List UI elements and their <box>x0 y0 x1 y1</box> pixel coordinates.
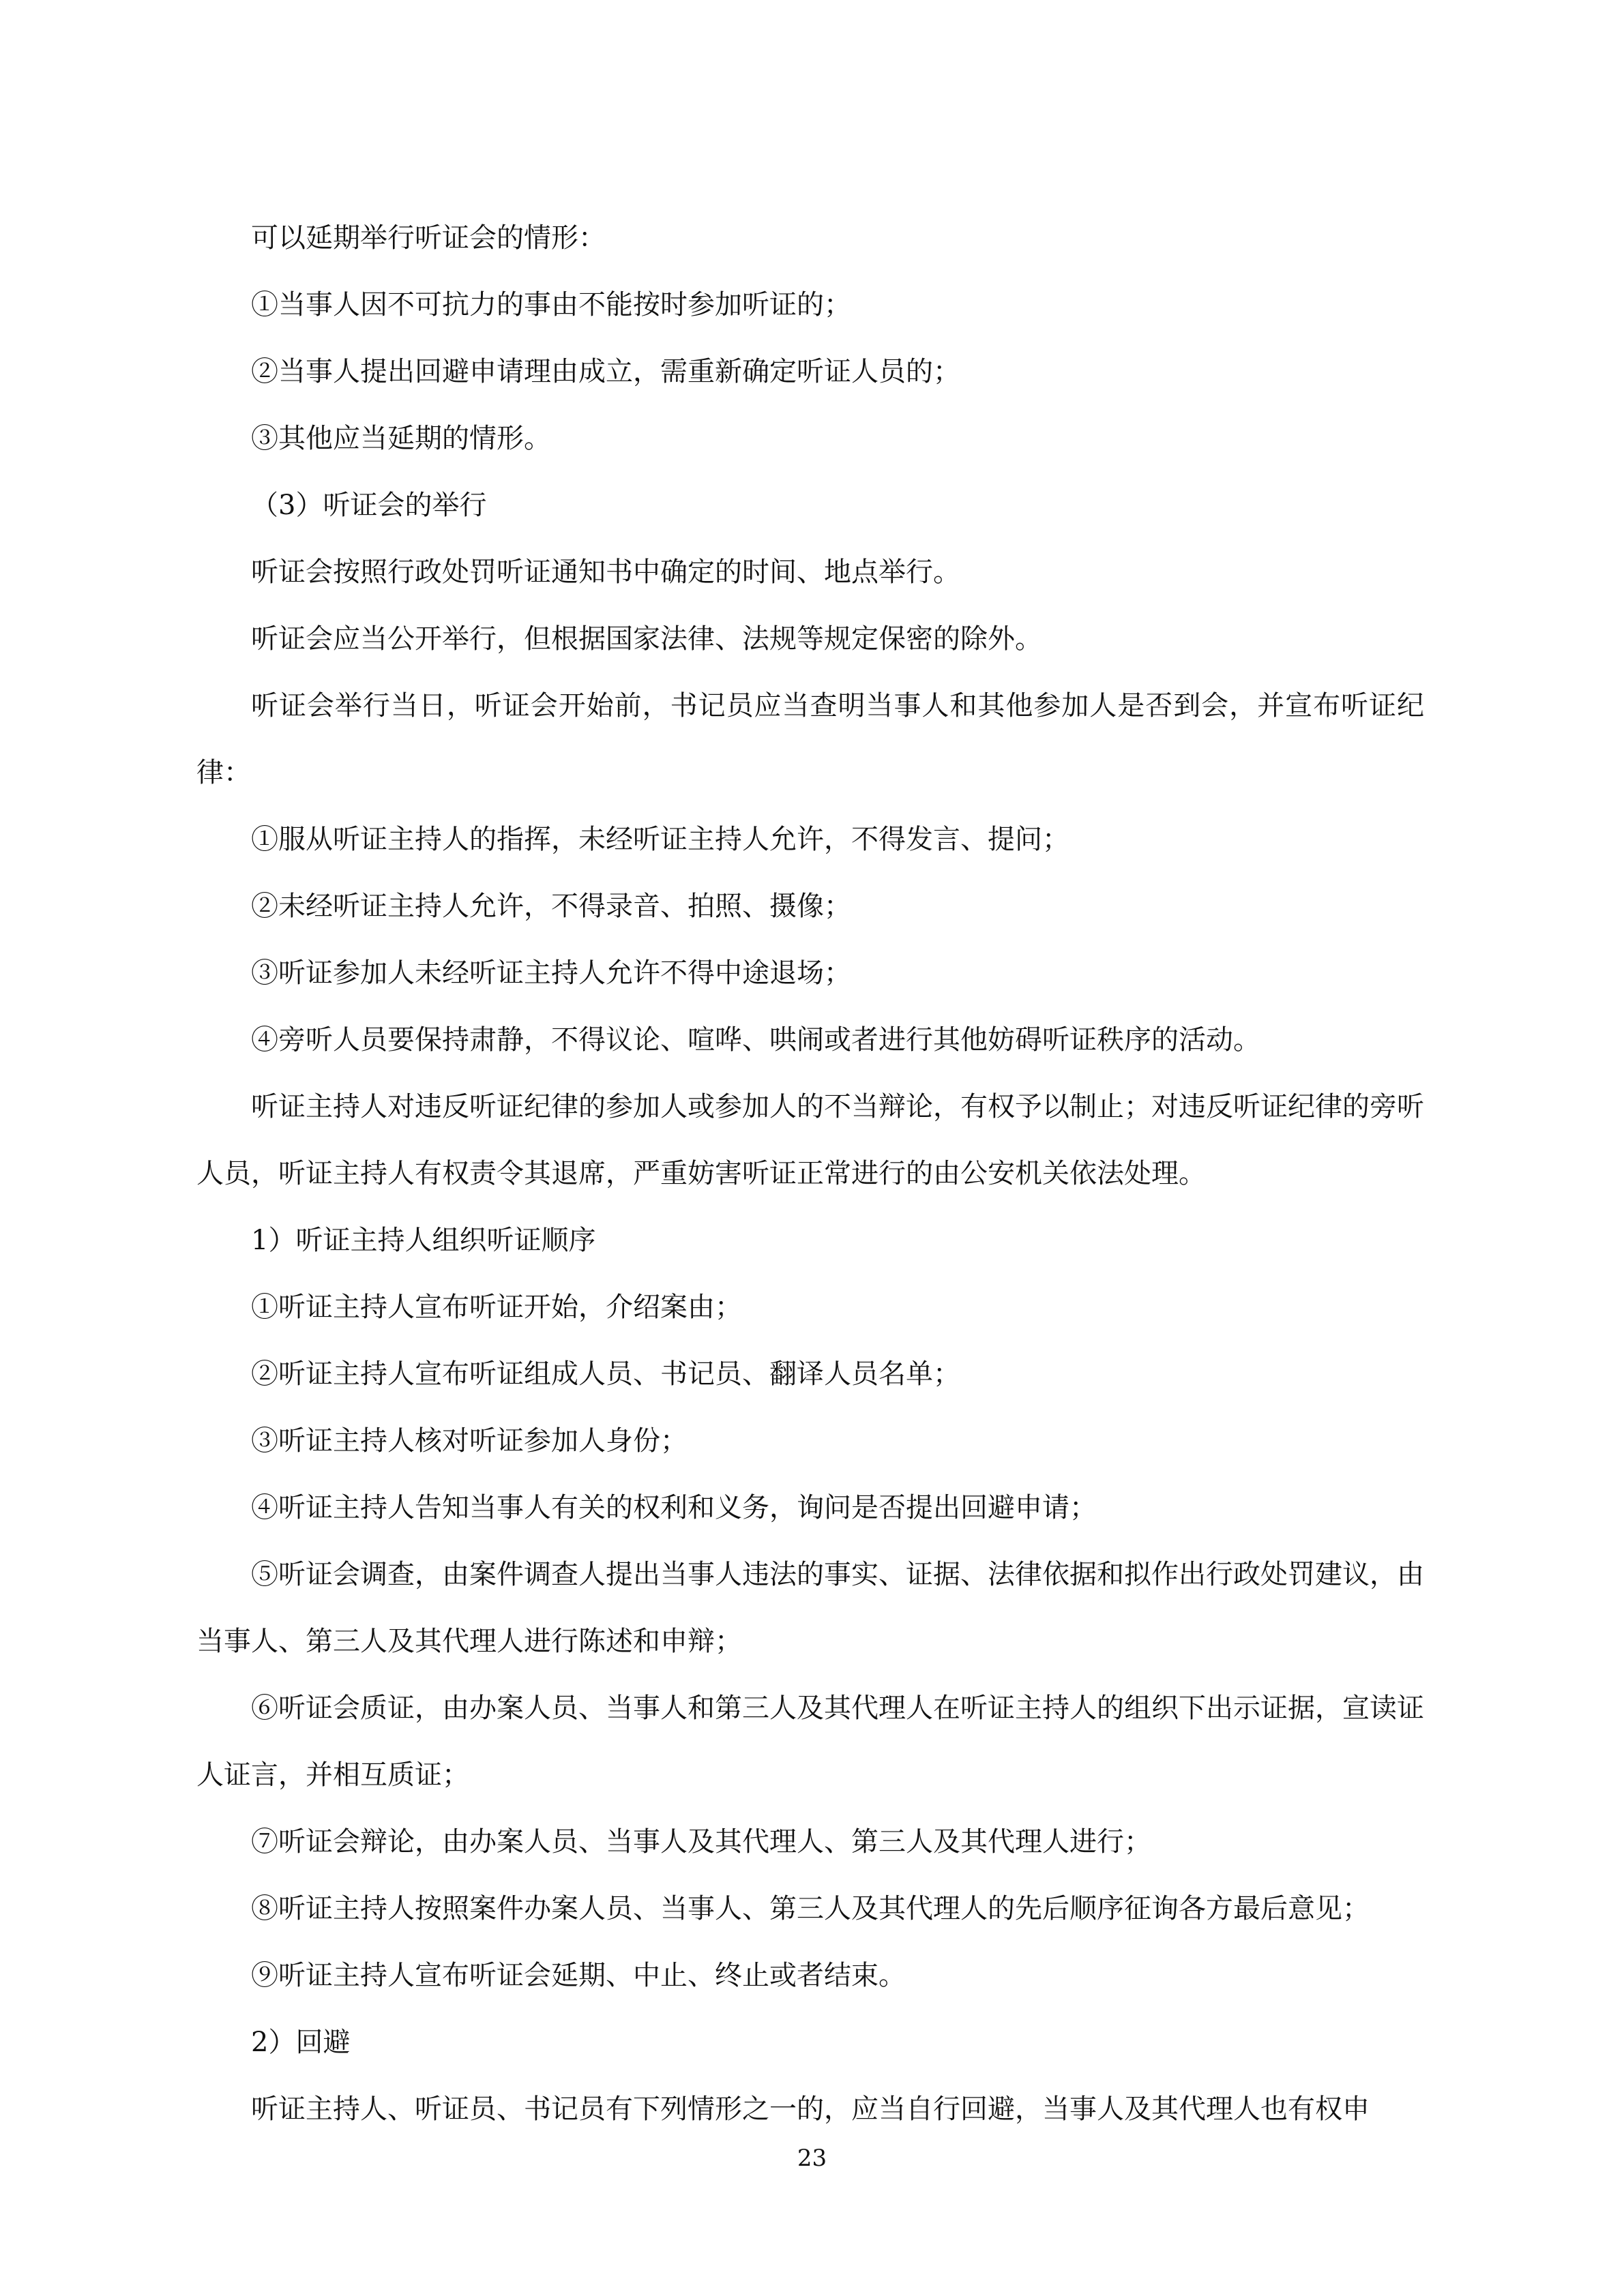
paragraph: ②听证主持人宣布听证组成人员、书记员、翻译人员名单； <box>251 1358 960 1390</box>
document-body <box>196 205 1424 2143</box>
paragraph: ①听证主持人宣布听证开始，介绍案由； <box>251 1292 742 1323</box>
paragraph: ④旁听人员要保持肃静，不得议论、喧哗、哄闹或者进行其他妨碍听证秩序的活动。 <box>251 1024 1260 1056</box>
paragraph: ⑥听证会质证，由办案人员、当事人和第三人及其代理人在听证主持人的组织下出示证据，宣读证人证言，并相互质证； <box>196 1693 1424 1791</box>
paragraph: 听证会举行当日，听证会开始前，书记员应当查明当事人和其他参加人是否到会，并宣布听证纪律： <box>196 690 1424 788</box>
paragraph: ⑤听证会调查，由案件调查人提出当事人违法的事实、证据、法律依据和拟作出行政处罚建议，由当事人、第三人及其代理人进行陈述和申辩； <box>196 1559 1424 1657</box>
paragraph: 可以延期举行听证会的情形： <box>251 222 606 254</box>
paragraph: ①当事人因不可抗力的事由不能按时参加听证的； <box>251 289 851 320</box>
paragraph: 听证主持人对违反听证纪律的参加人或参加人的不当辩论，有权予以制止；对违反听证纪律的旁听人员，听证主持人有权责令其退席，严重妨害听证正常进行的由公安机关依法处理。 <box>196 1091 1424 1189</box>
page-number: 23 <box>797 2145 827 2172</box>
paragraph: ②未经听证主持人允许，不得录音、拍照、摄像； <box>251 891 851 922</box>
paragraph: ④听证主持人告知当事人有关的权利和义务，询问是否提出回避申请； <box>251 1492 1097 1523</box>
paragraph: ⑧听证主持人按照案件办案人员、当事人、第三人及其代理人的先后顺序征询各方最后意见； <box>251 1893 1370 1924</box>
paragraph: ①服从听证主持人的指挥，未经听证主持人允许，不得发言、提问； <box>251 824 1069 855</box>
section-heading: 2）回避 <box>251 2027 351 2058</box>
paragraph: ⑦听证会辩论，由办案人员、当事人及其代理人、第三人及其代理人进行； <box>251 1826 1151 1858</box>
paragraph: 听证会按照行政处罚听证通知书中确定的时间、地点举行。 <box>251 556 960 588</box>
paragraph: ③其他应当延期的情形。 <box>251 423 551 454</box>
paragraph: ③听证主持人核对听证参加人身份； <box>251 1425 688 1457</box>
paragraph: ⑨听证主持人宣布听证会延期、中止、终止或者结束。 <box>251 1960 906 1991</box>
section-heading: 1）听证主持人组织听证顺序 <box>251 1225 596 1256</box>
paragraph: ②当事人提出回避申请理由成立，需重新确定听证人员的； <box>251 356 960 387</box>
paragraph: ③听证参加人未经听证主持人允许不得中途退场； <box>251 957 851 989</box>
paragraph: 听证主持人、听证员、书记员有下列情形之一的，应当自行回避，当事人及其代理人也有权申 <box>251 2093 1370 2125</box>
section-heading: （3）听证会的举行 <box>251 490 487 521</box>
paragraph: 听证会应当公开举行，但根据国家法律、法规等规定保密的除外。 <box>251 623 1042 655</box>
